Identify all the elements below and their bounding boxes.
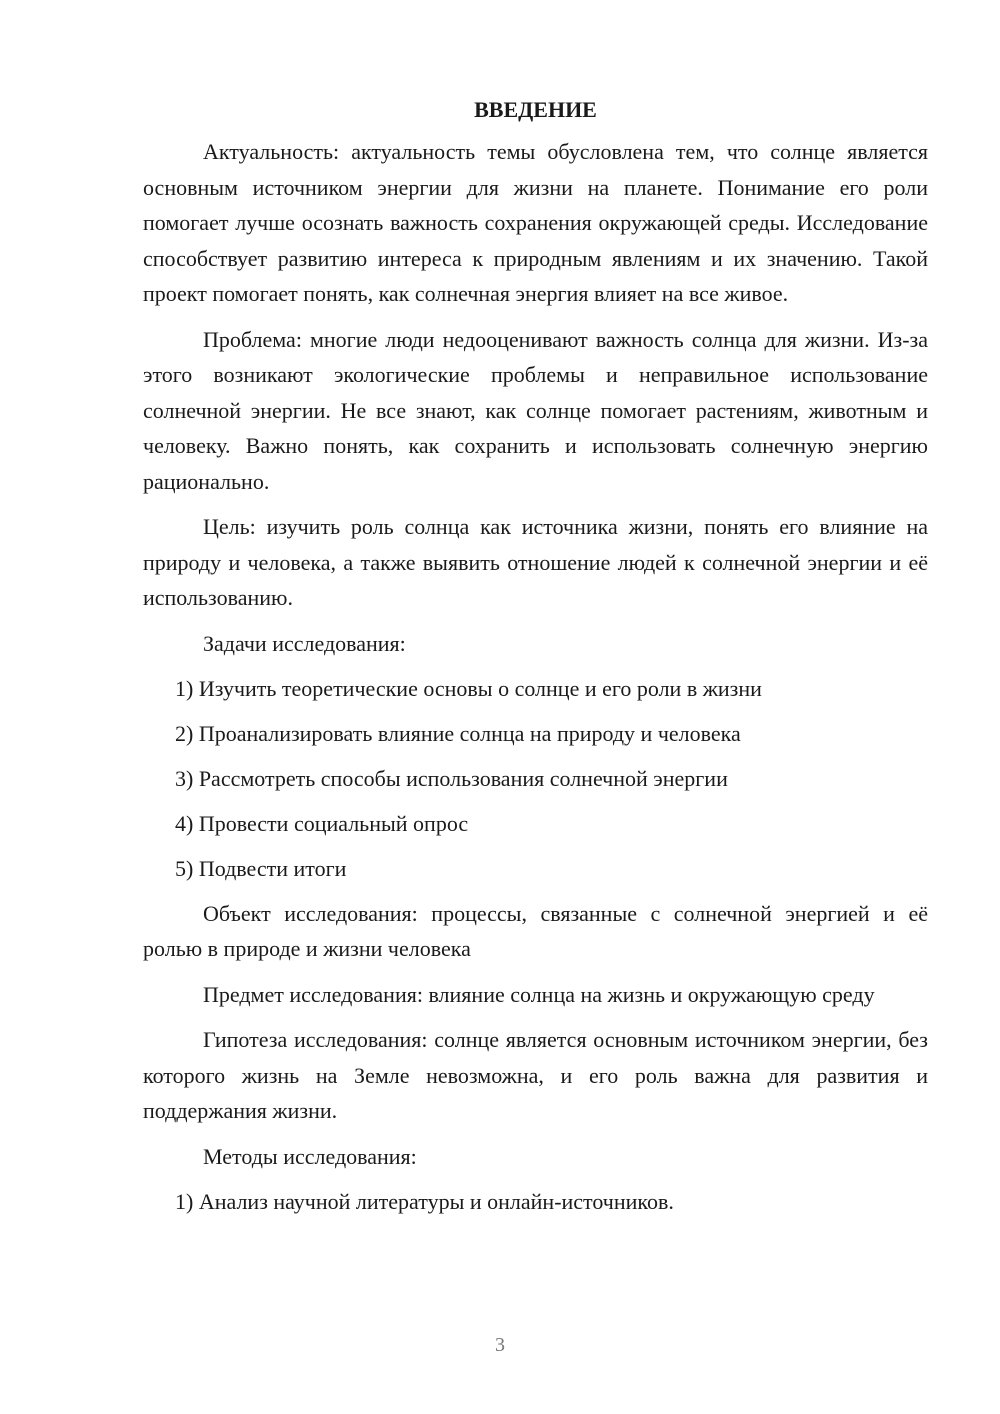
list-item: 3) Рассмотреть способы использования солнечной энергии [175,765,728,791]
tasks-list [143,671,928,886]
methods-heading: Методы исследования: [203,1143,417,1169]
paragraph-relevance: Актуальность: актуальность темы обусловлена тем, что солнце является основным источником энергии для жизни на планете. Понимание его роли помогает лучше осознать важность сохранения окружающей среды. Исследование способствует развитию интереса к природным явлениям и их значению. Такой проект помогает понять, как солнечная энергия влияет на все живое. [143,139,928,306]
list-item: 2) Проанализировать влияние солнца на природу и человека [175,720,741,746]
list-item: 1) Изучить теоретические основы о солнце и его роли в жизни [175,675,762,701]
paragraph-problem: Проблема: многие люди недооценивают важность солнца для жизни. Из-за этого возникают экологические проблемы и неправильное использование солнечной энергии. Не все знают, как солнце помогает растениям, животным и человеку. Важно понять, как сохранить и использовать солнечную энергию рационально. [143,326,928,494]
paragraph-subject: Предмет исследования: влияние солнца на жизнь и окружающую среду [203,981,875,1007]
document-page [143,92,928,1229]
list-item: 1) Анализ научной литературы и онлайн-источников. [175,1188,674,1214]
tasks-heading: Задачи исследования: [203,630,406,656]
paragraph-goal: Цель: изучить роль солнца как источника жизни, понять его влияние на природу и человека, а также выявить отношение людей к солнечной энергии и её использованию. [143,514,928,610]
paragraph-object: Объект исследования: процессы, связанные с солнечной энергией и её ролью в природе и жизни человека [143,900,928,961]
page-number: 3 [495,1334,505,1356]
methods-list [143,1184,928,1219]
list-item: 5) Подвести итоги [175,855,347,881]
list-item: 4) Провести социальный опрос [175,810,469,836]
paragraph-hypothesis: Гипотеза исследования: солнце является основным источником энергии, без которого жизнь на Земле невозможна, и его роль важна для развития и поддержания жизни. [143,1027,928,1123]
section-title: ВВЕДЕНИЕ [474,97,597,122]
